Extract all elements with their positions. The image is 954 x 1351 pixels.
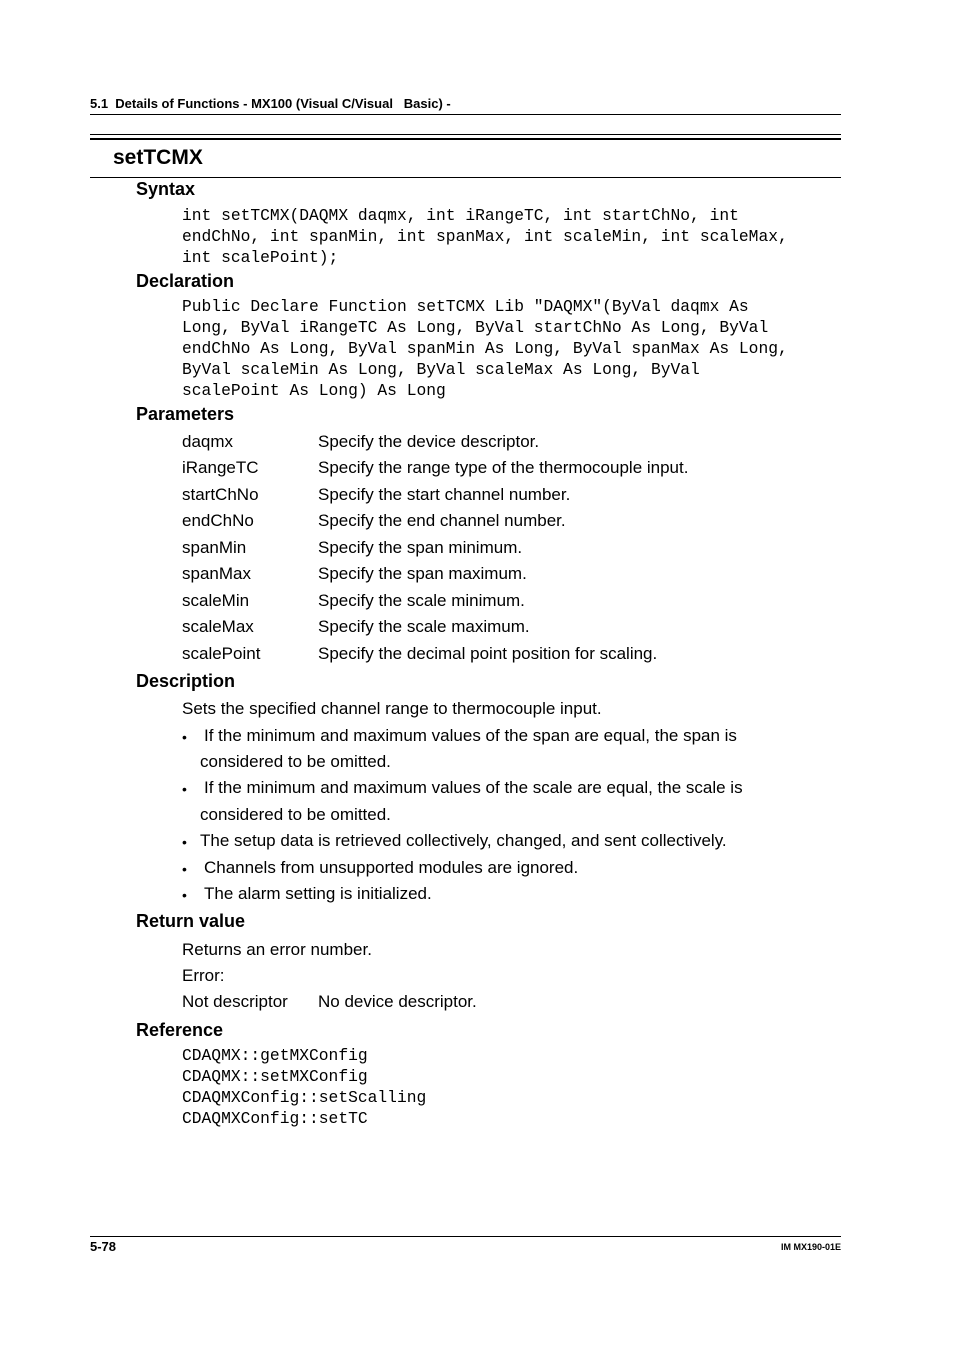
- title-rule-top-thin: [90, 134, 841, 135]
- param-desc: Specify the scale minimum.: [318, 591, 525, 610]
- param-name: spanMax: [182, 564, 251, 583]
- footer-rule: [90, 1236, 841, 1237]
- param-desc: Specify the decimal point position for scaling.: [318, 644, 658, 663]
- declaration-line: scalePoint As Long) As Long: [182, 381, 446, 400]
- reference-line: CDAQMX::setMXConfig: [182, 1067, 368, 1086]
- param-name: iRangeTC: [182, 458, 259, 477]
- reference-line: CDAQMX::getMXConfig: [182, 1046, 368, 1065]
- title-rule-bottom: [90, 177, 841, 178]
- reference-line: CDAQMXConfig::setScalling: [182, 1088, 427, 1107]
- param-name: scaleMin: [182, 591, 250, 610]
- syntax-line: endChNo, int spanMin, int spanMax, int scaleMin, int scaleMax,: [182, 227, 788, 246]
- param-desc: Specify the scale maximum.: [318, 617, 530, 636]
- reference-line: CDAQMXConfig::setTC: [182, 1109, 368, 1128]
- header-rule: [90, 114, 841, 115]
- bullet-marker: •: [182, 729, 187, 745]
- return-error-label: Error:: [182, 966, 225, 985]
- param-name: scaleMax: [182, 617, 254, 636]
- reference-heading: Reference: [136, 1020, 224, 1040]
- bullet-marker: •: [182, 861, 187, 877]
- param-desc: Specify the span maximum.: [318, 564, 527, 583]
- description-intro: Sets the specified channel range to thermocouple input.: [182, 699, 602, 718]
- title-rule-top-thick: [90, 138, 841, 140]
- param-name: endChNo: [182, 511, 254, 530]
- param-desc: Specify the start channel number.: [318, 485, 571, 504]
- description-bullet-continuation: considered to be omitted.: [200, 805, 391, 824]
- syntax-line: int setTCMX(DAQMX daqmx, int iRangeTC, int startChNo, int: [182, 206, 739, 225]
- declaration-line: Long, ByVal iRangeTC As Long, ByVal startChNo As Long, ByVal: [182, 318, 769, 337]
- bullet-marker: •: [182, 781, 187, 797]
- error-desc: No device descriptor.: [318, 992, 477, 1011]
- description-heading: Description: [136, 671, 236, 691]
- error-name: Not descriptor: [182, 992, 288, 1011]
- param-name: daqmx: [182, 432, 234, 451]
- description-bullet: The setup data is retrieved collectively, changed, and sent collectively.: [200, 831, 727, 850]
- param-name: startChNo: [182, 485, 259, 504]
- return-value-text: Returns an error number.: [182, 940, 372, 959]
- description-bullet-continuation: considered to be omitted.: [200, 752, 391, 771]
- declaration-line: ByVal scaleMin As Long, ByVal scaleMax As Long, ByVal: [182, 360, 700, 379]
- param-name: spanMin: [182, 538, 247, 557]
- description-bullet: Channels from unsupported modules are ignored.: [204, 858, 579, 877]
- param-name: scalePoint: [182, 644, 261, 663]
- running-header: 5.1 Details of Functions - MX100 (Visual C/Visual Basic) -: [90, 96, 451, 111]
- bullet-marker: •: [182, 887, 187, 903]
- syntax-heading: Syntax: [136, 179, 196, 199]
- document-id: IM MX190-01E: [780, 1242, 841, 1252]
- description-bullet: If the minimum and maximum values of the span are equal, the span is: [204, 726, 737, 745]
- declaration-heading: Declaration: [136, 271, 235, 291]
- return-value-heading: Return value: [136, 911, 246, 931]
- declaration-line: Public Declare Function setTCMX Lib "DAQMX"(ByVal daqmx As: [182, 297, 749, 316]
- description-bullet: The alarm setting is initialized.: [204, 884, 432, 903]
- param-desc: Specify the device descriptor.: [318, 432, 540, 451]
- parameters-heading: Parameters: [136, 404, 235, 424]
- param-desc: Specify the span minimum.: [318, 538, 523, 557]
- param-desc: Specify the range type of the thermocouple input.: [318, 458, 689, 477]
- description-bullet: If the minimum and maximum values of the scale are equal, the scale is: [204, 778, 743, 797]
- page-number: 5-78: [90, 1239, 117, 1254]
- syntax-line: int scalePoint);: [182, 248, 339, 267]
- function-title: setTCMX: [113, 146, 203, 169]
- declaration-line: endChNo As Long, ByVal spanMin As Long, ByVal spanMax As Long,: [182, 339, 788, 358]
- param-desc: Specify the end channel number.: [318, 511, 566, 530]
- bullet-marker: •: [182, 834, 187, 850]
